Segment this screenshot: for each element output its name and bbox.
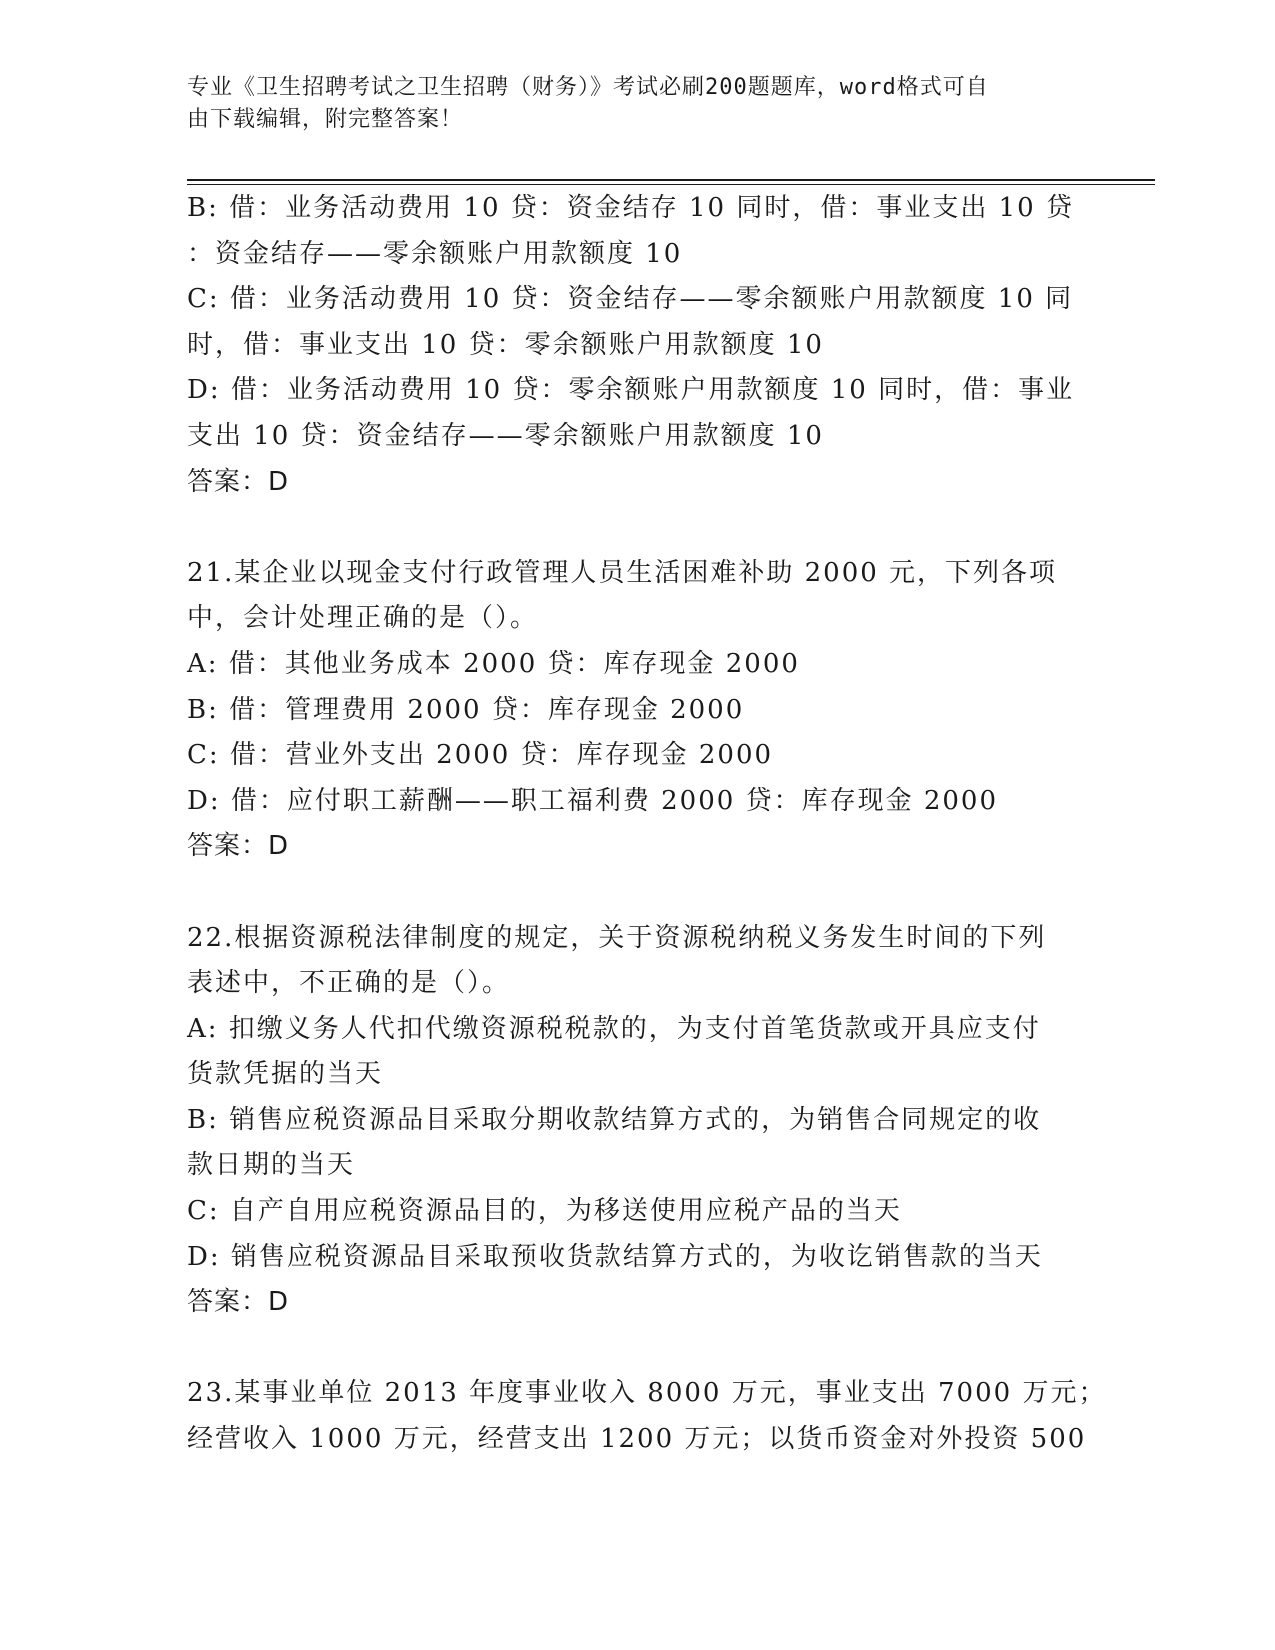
option-a: A: 借：其他业务成本 2000 贷：库存现金 2000 bbox=[187, 648, 800, 679]
option-c: C: 借：营业外支出 2000 贷：库存现金 2000 bbox=[187, 740, 774, 771]
answer: 答案：D bbox=[187, 831, 290, 862]
option-d: D: 借：业务活动费用 10 贷：零余额账户用款额度 10 同时，借：事业 bbox=[187, 375, 1075, 406]
option-c: C: 自产自用应税资源品目的，为移送使用应税产品的当天 bbox=[187, 1196, 902, 1227]
option-b: B: 销售应税资源品目采取分期收款结算方式的，为销售合同规定的收 bbox=[187, 1104, 1042, 1135]
option-a: A: 扣缴义务人代扣代缴资源税税款的，为支付首笔货款或开具应支付 bbox=[187, 1013, 1041, 1044]
option-a-continued: 货款凭据的当天 bbox=[187, 1059, 384, 1090]
spacer bbox=[187, 505, 1087, 551]
document-body bbox=[187, 186, 1107, 1463]
document-header bbox=[187, 72, 1067, 136]
question-23 bbox=[187, 1371, 1107, 1462]
option-b-continued: 款日期的当天 bbox=[187, 1150, 356, 1181]
question-stem-continued: 表述中，不正确的是（）。 bbox=[187, 968, 511, 999]
spacer bbox=[187, 1326, 1087, 1372]
question-21 bbox=[187, 551, 1087, 870]
option-b: B: 借：管理费用 2000 贷：库存现金 2000 bbox=[187, 694, 745, 725]
option-b-continued: ：资金结存——零余额账户用款额度 10 bbox=[187, 238, 683, 269]
question-stem-continued: 经营收入 1000 万元，经营支出 1200 万元；以货币资金对外投资 500 bbox=[187, 1424, 1087, 1455]
question-stem: 23.某事业单位 2013 年度事业收入 8000 万元，事业支出 7000 万元； bbox=[187, 1378, 1107, 1409]
question-stem: 21.某企业以现金支付行政管理人员生活困难补助 2000 元，下列各项 bbox=[187, 557, 1058, 588]
header-line: 由下载编辑，附完整答案！ bbox=[187, 107, 464, 132]
spacer bbox=[187, 870, 1087, 916]
option-c-continued: 时，借：事业支出 10 贷：零余额账户用款额度 10 bbox=[187, 329, 824, 360]
header-line: 专业《卫生招聘考试之卫生招聘（财务）》考试必刷200题题库，word格式可自 bbox=[187, 75, 989, 100]
option-b: B: 借：业务活动费用 10 贷：资金结存 10 同时，借：事业支出 10 贷 bbox=[187, 193, 1074, 223]
option-d: D: 借：应付职工薪酬——职工福利费 2000 贷：库存现金 2000 bbox=[187, 785, 999, 816]
question-22 bbox=[187, 916, 1087, 1326]
answer: 答案：D bbox=[187, 466, 290, 497]
answer: 答案：D bbox=[187, 1287, 290, 1318]
option-d: D: 销售应税资源品目采取预收货款结算方式的，为收讫销售款的当天 bbox=[187, 1241, 1043, 1272]
header-divider-thick bbox=[187, 179, 1155, 181]
option-c: C: 借：业务活动费用 10 贷：资金结存——零余额账户用款额度 10 同 bbox=[187, 284, 1074, 315]
question-stem: 22.根据资源税法律制度的规定，关于资源税纳税义务发生时间的下列 bbox=[187, 922, 1047, 953]
question-20 bbox=[187, 186, 1087, 505]
header-divider-thin bbox=[187, 184, 1155, 185]
option-d-continued: 支出 10 贷：资金结存——零余额账户用款额度 10 bbox=[187, 420, 824, 451]
question-stem-continued: 中，会计处理正确的是（）。 bbox=[187, 603, 539, 634]
